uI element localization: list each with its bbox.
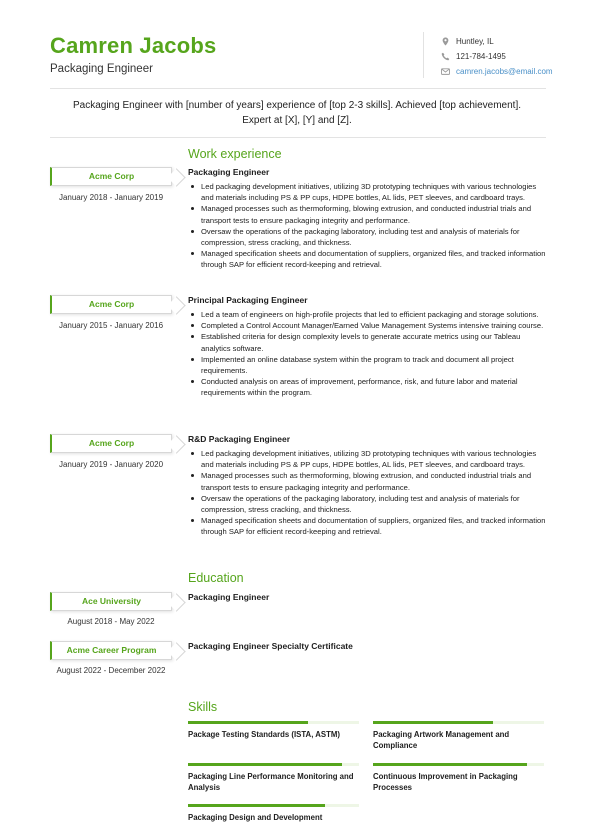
location-text: Huntley, IL bbox=[456, 37, 494, 46]
bullet-item: Managed specification sheets and documentation of suppliers, organized files, and tracked information through SAP for efficient record-keeping and retrieval. bbox=[188, 248, 546, 270]
job-dates: January 2018 - January 2019 bbox=[58, 193, 164, 202]
envelope-icon bbox=[441, 67, 450, 76]
company-name: Acme Corp bbox=[88, 299, 135, 309]
bullet-item: Led packaging development initiatives, utilizing 3D prototyping techniques with various technologies and materials including PS & PP cups, HDPE bottles, AL lids, PET sleeves, and cardboard trays. bbox=[188, 448, 546, 470]
skill-item bbox=[188, 804, 359, 823]
email-link[interactable]: camren.jacobs@email.com bbox=[456, 67, 553, 76]
bullet-item: Managed specification sheets and documentation of suppliers, organized files, and tracked information through SAP for efficient record-keeping and retrieval. bbox=[188, 515, 546, 537]
header-rule bbox=[50, 88, 546, 89]
job-dates: January 2019 - January 2020 bbox=[58, 460, 164, 469]
candidate-name: Camren Jacobs bbox=[50, 33, 217, 58]
skill-item bbox=[373, 763, 544, 793]
bullet-item: Managed processes such as thermoforming, blowing extrusion, and conducted industrial trials and transport tests to ensure packaging integrity and performance. bbox=[188, 203, 546, 225]
skill-name: Packaging Line Performance Monitoring and Analysis bbox=[188, 772, 354, 792]
bullet-item: Oversaw the operations of the packaging laboratory, including test and analysis of materials for compression, stress cracking, and thickness. bbox=[188, 226, 546, 248]
job-bullets bbox=[188, 181, 546, 271]
job-entry bbox=[188, 434, 546, 538]
contact-email[interactable] bbox=[441, 67, 553, 76]
skill-level-bar bbox=[188, 804, 359, 807]
resume-header bbox=[0, 0, 594, 88]
education-dates: August 2018 - May 2022 bbox=[67, 617, 155, 626]
skill-level-bar bbox=[188, 763, 359, 766]
degree-title: Packaging Engineer bbox=[188, 592, 270, 602]
skill-item bbox=[188, 763, 359, 793]
summary-rule bbox=[50, 137, 546, 138]
skill-name: Packaging Design and Development bbox=[188, 813, 323, 822]
skill-level-bar bbox=[373, 763, 544, 766]
job-bullets bbox=[188, 309, 546, 399]
skill-level-bar bbox=[188, 721, 359, 724]
skill-name: Package Testing Standards (ISTA, ASTM) bbox=[188, 730, 340, 739]
section-title-work: Work experience bbox=[188, 147, 282, 161]
job-title: Packaging Engineer bbox=[188, 167, 270, 177]
header-divider bbox=[423, 32, 424, 78]
date-tag-company bbox=[50, 434, 172, 453]
skill-item bbox=[188, 721, 359, 740]
candidate-title: Packaging Engineer bbox=[50, 63, 153, 75]
skill-item bbox=[373, 721, 544, 751]
summary-text: Packaging Engineer with [number of years] experience of [top 2-3 skills]. Achieved [top achievement]. Expert at [X], [Y] and [Z]. bbox=[72, 100, 522, 126]
skill-level-fill bbox=[188, 721, 308, 724]
company-name: Acme Corp bbox=[88, 438, 135, 448]
bullet-item: Implemented an online database system within the program to track and document all project requirements. bbox=[188, 354, 546, 376]
job-dates: January 2015 - January 2016 bbox=[58, 321, 164, 330]
section-title-education: Education bbox=[188, 571, 244, 585]
date-tag-school bbox=[50, 641, 172, 660]
bullet-item: Oversaw the operations of the packaging laboratory, including test and analysis of materials for compression, stress cracking, and thickness. bbox=[188, 493, 546, 515]
date-tag-school bbox=[50, 592, 172, 611]
company-name: Acme Corp bbox=[88, 171, 135, 181]
job-title: Principal Packaging Engineer bbox=[188, 295, 308, 305]
job-entry bbox=[188, 295, 546, 399]
skill-level-fill bbox=[373, 721, 493, 724]
school-name: Ace University bbox=[81, 596, 142, 606]
skill-name: Packaging Artwork Management and Compliance bbox=[373, 730, 510, 750]
map-pin-icon bbox=[441, 37, 450, 46]
phone-text: 121-784-1495 bbox=[456, 52, 506, 61]
school-name: Acme Career Program bbox=[66, 645, 157, 655]
job-entry bbox=[188, 167, 546, 271]
date-tag-company bbox=[50, 295, 172, 314]
bullet-item: Established criteria for design complexity levels to generate accurate metrics using our Tableau analytics software. bbox=[188, 331, 546, 353]
skill-level-fill bbox=[188, 763, 342, 766]
bullet-item: Led packaging development initiatives, utilizing 3D prototyping techniques with various technologies and materials including PS & PP cups, HDPE bottles, AL lids, PET sleeves, and cardboard trays. bbox=[188, 181, 546, 203]
job-title: R&D Packaging Engineer bbox=[188, 434, 291, 444]
skill-name: Continuous Improvement in Packaging Processes bbox=[373, 772, 518, 792]
date-tag-company bbox=[50, 167, 172, 186]
contact-location bbox=[441, 37, 494, 46]
bullet-item: Managed processes such as thermoforming, blowing extrusion, and conducted industrial trials and transport tests to ensure packaging integrity and performance. bbox=[188, 470, 546, 492]
skill-level-fill bbox=[188, 804, 325, 807]
bullet-item: Conducted analysis on areas of improvement, performance, risk, and future labor and material requirements within the program. bbox=[188, 376, 546, 398]
bullet-item: Led a team of engineers on high-profile projects that led to efficient packaging and storage solutions. bbox=[188, 309, 546, 320]
contact-phone bbox=[441, 52, 506, 61]
skill-level-bar bbox=[373, 721, 544, 724]
section-title-skills: Skills bbox=[188, 700, 218, 714]
bullet-item: Completed a Control Account Manager/Earned Value Management Systems intensive training course. bbox=[188, 320, 546, 331]
skill-level-fill bbox=[373, 763, 527, 766]
phone-icon bbox=[441, 52, 450, 61]
degree-title: Packaging Engineer Specialty Certificate bbox=[188, 641, 353, 651]
job-bullets bbox=[188, 448, 546, 538]
education-dates: August 2022 - December 2022 bbox=[56, 666, 166, 675]
